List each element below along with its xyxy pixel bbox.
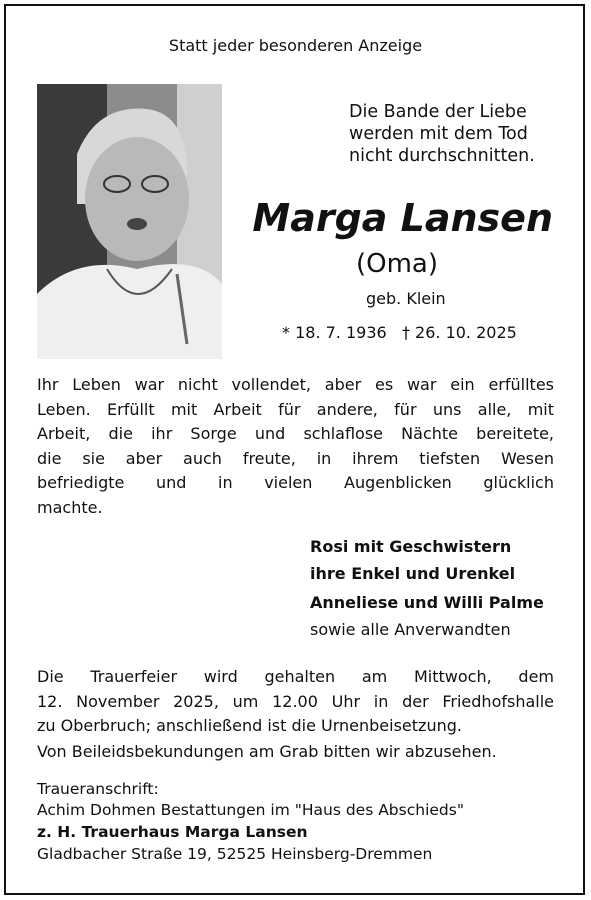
nickname: (Oma)	[356, 249, 439, 279]
tribute-text	[37, 373, 554, 520]
life-dates: * 18. 7. 1936 † 26. 10. 2025	[282, 323, 517, 342]
funeral-notice	[37, 665, 554, 739]
mourner-line: Rosi mit Geschwistern	[310, 537, 512, 556]
quote-line: werden mit dem Tod	[349, 124, 528, 144]
deceased-name: Marga Lansen	[252, 196, 553, 240]
condolence-line: Von Beileidsbekundungen am Grab bitten wir abzusehen.	[37, 742, 497, 761]
notice-line: Die Trauerfeier wird gehalten am Mittwoch, dem	[37, 667, 554, 686]
address-line: Gladbacher Straße 19, 52525 Heinsberg-Dremmen	[37, 845, 433, 863]
condolence-note	[37, 740, 554, 765]
address-line: Achim Dohmen Bestattungen im "Haus des Abschieds"	[37, 801, 464, 819]
quote	[349, 101, 535, 167]
tribute-line: machte.	[37, 497, 103, 517]
quote-line: nicht durchschnitten.	[349, 146, 535, 166]
address-line: z. H. Trauerhaus Marga Lansen	[37, 823, 308, 841]
header-text: Statt jeder besonderen Anzeige	[168, 36, 423, 55]
maiden-name: geb. Klein	[366, 289, 446, 308]
notice-line: zu Oberbruch; anschließend ist die Urnenbeisetzung.	[37, 716, 462, 735]
tribute-line: Leben. Erfüllt mit Arbeit für andere, für uns alle, mit	[37, 399, 554, 419]
notice-line: 12. November 2025, um 12.00 Uhr in der Friedhofshalle	[37, 691, 554, 711]
tribute-line: Ihr Leben war nicht vollendet, aber es war ein erfülltes	[37, 375, 554, 394]
tribute-line: die sie aber auch freute, in ihrem tiefsten Wesen	[37, 448, 554, 468]
mourner-line: Anneliese und Willi Palme	[310, 593, 544, 612]
address-label: Traueranschrift:	[37, 780, 159, 798]
tribute-line: befriedigte und in vielen Augenblicken glücklich	[37, 473, 554, 492]
tribute-line: Arbeit, die ihr Sorge und schlaflose Nächte bereitete,	[37, 424, 554, 443]
mourner-line: ihre Enkel und Urenkel	[310, 564, 516, 583]
quote-line: Die Bande der Liebe	[349, 102, 527, 122]
mourner-line: sowie alle Anverwandten	[310, 620, 511, 639]
